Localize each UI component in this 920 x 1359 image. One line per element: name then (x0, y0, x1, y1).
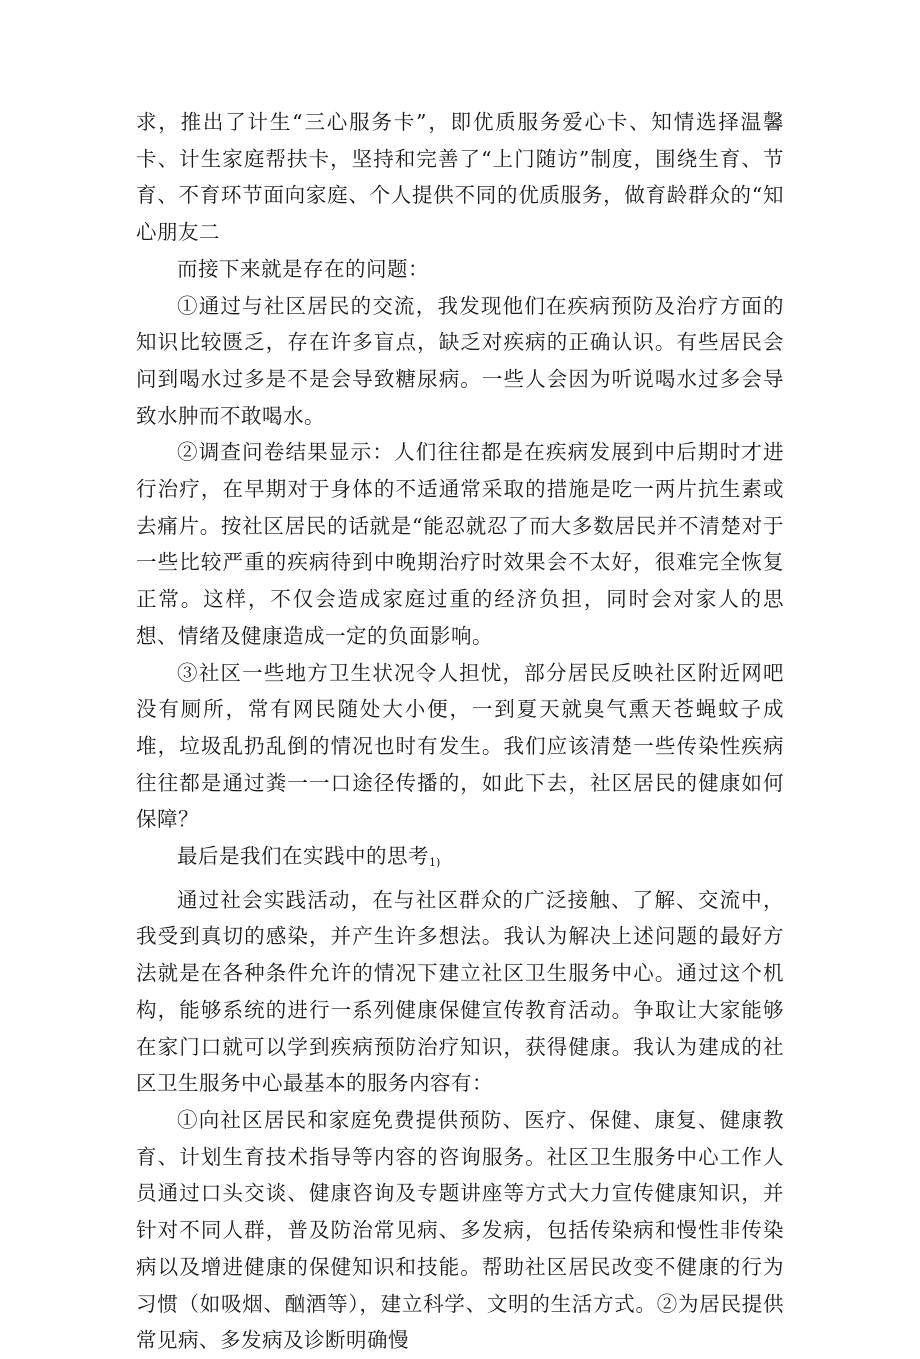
document-page (136, 104, 784, 1359)
paragraph-service-cards: 求，推出了计生“三心服务卡”，即优质服务爱心卡、知情选择温馨卡、计生家庭帮扶卡，坚持和完善了“上门随访”制度，围绕生育、节育、不育环节面向家庭、个人提供不同的优质服务，做育龄群众的“知心朋友二 (136, 110, 784, 245)
paragraph-problems-intro: 而接下来就是存在的问题： (177, 256, 429, 281)
paragraph-reflection-heading (136, 838, 784, 882)
paragraph-reflection-body: 通过社会实践活动，在与社区群众的广泛接触、了解、交流中，我受到真切的感染，并产生许多想法。我认为解决上述问题的最好方法就是在各种条件允许的情况下建立社区卫生服务中心。通过这个机构，能够系统的进行一系列健康保健宣传教育活动。争取让大家能够在家门口就可以学到疾病预防治疗知识，获得健康。我认为建成的社区卫生服务中心最基本的服务内容有： (136, 887, 784, 1096)
paragraph-service-content: ①向社区居民和家庭免费提供预防、医疗、保健、康复、健康教育、计划生育技术指导等内容的咨询服务。社区卫生服务中心工作人员通过口头交谈、健康咨询及专题讲座等方式大力宣传健康知识，并针对不同人群，普及防治常见病、多发病，包括传染病和慢性非传染病以及增进健康的保健知识和技能。帮助社区居民改变不健康的行为习惯（如吸烟、酗酒等），建立科学、文明的生活方式。②为居民提供常见病、多发病及诊断明确慢 (136, 1107, 784, 1353)
reflection-heading-text: 最后是我们在实践中的思考 (177, 844, 429, 869)
paragraph-problem-2: ②调查问卷结果显示：人们往往都是在疾病发展到中后期时才进行治疗，在早期对于身体的不适通常采取的措施是吃一两片抗生素或去痛片。按社区居民的话就是“能忍就忍了而大多数居民并不清楚对于一些比较严重的疾病待到中晚期治疗时效果会不太好，很难完全恢复正常。这样，不仅会造成家庭过重的经济负担，同时会对家人的思想、情绪及健康造成一定的负面影响。 (136, 440, 784, 648)
reflection-heading-mark: 1) (429, 856, 441, 870)
paragraph-problem-1: ①通过与社区居民的交流，我发现他们在疾病预防及治疗方面的知识比较匮乏，存在许多盲点，缺乏对疾病的正确认识。有些居民会问到喝水过多是不是会导致糖尿病。一些人会因为听说喝水过多会导致水肿而不敢喝水。 (136, 293, 784, 428)
paragraph-problem-3: ③社区一些地方卫生状况令人担忧，部分居民反映社区附近网吧没有厕所，常有网民随处大小便，一到夏天就臭气熏天苍蝇蚊子成堆，垃圾乱扔乱倒的情况也时有发生。我们应该清楚一些传染性疾病往往都是通过粪一一口途径传播的，如此下去，社区居民的健康如何保障？ (136, 660, 784, 832)
